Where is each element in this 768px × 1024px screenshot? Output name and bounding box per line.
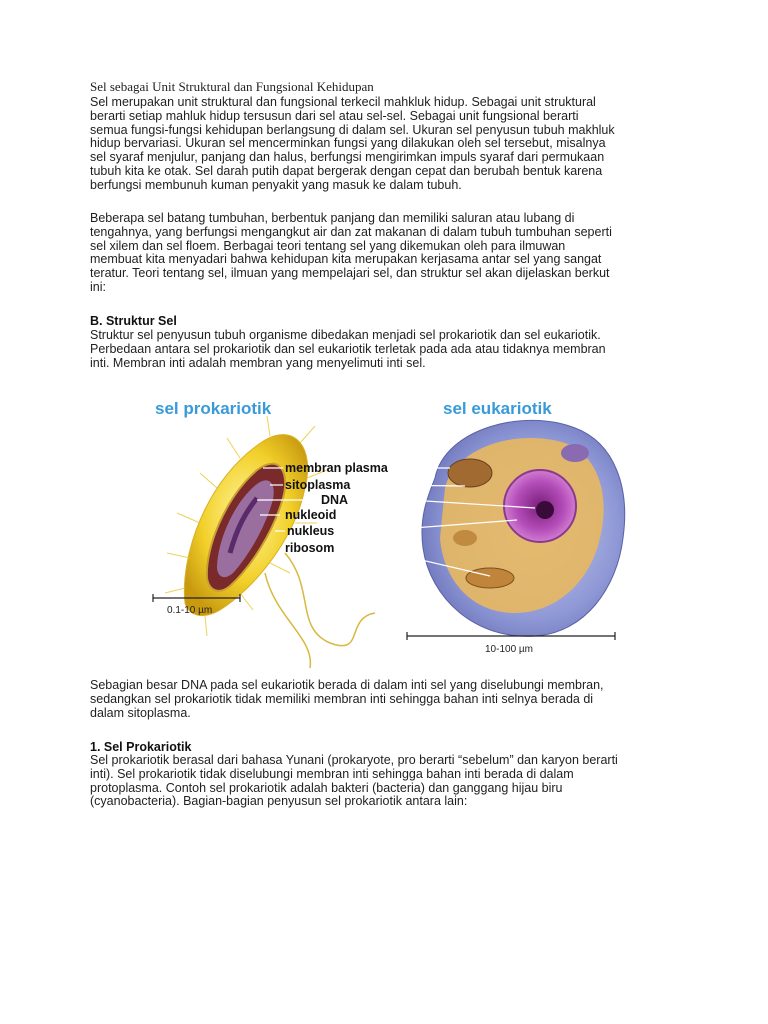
intro-paragraph <box>90 96 690 193</box>
text-line: hidup bervariasi. Ukuran sel mencerminkan fungsi yang dilakukan oleh sel tersebut, misalnya <box>90 136 606 151</box>
section-1-paragraph <box>90 754 690 809</box>
prokaryote-title: sel prokariotik <box>155 399 272 418</box>
label-sitoplasma: sitoplasma <box>285 478 351 492</box>
text-line: teratur. Teori tentang sel, ilmuan yang mempelajari sel, dan struktur sel akan dijelaskan berkut <box>90 266 610 281</box>
text-line: tengahnya, yang berfungsi mengangkut air dan zat makanan di dalam tubuh tumbuhan seperti <box>90 224 612 239</box>
section-b-heading: B. Struktur Sel <box>90 314 177 328</box>
document-title: Sel sebagai Unit Struktural dan Fungsional Kehidupan <box>90 79 374 94</box>
text-line: Sel prokariotik berasal dari bahasa Yunani (prokaryote, pro berarti “sebelum” dan karyon berarti <box>90 753 618 767</box>
text-line: semua fungsi-fungsi kehidupan berlangsung di dalam sel. Ukuran sel penyusun tubuh makhluk <box>90 122 615 137</box>
text-line: membuat kita menyadari bahwa kehidupan kita merupakan kerjasama antar sel yang sangat <box>90 252 602 267</box>
text-line: inti). Sel prokariotik tidak diselubungi membran inti sehingga bahan inti berada di dalam <box>90 766 574 781</box>
text-line: Struktur sel penyusun tubuh organisme dibedakan menjadi sel prokariotik dan sel eukariotik. <box>90 328 601 342</box>
text-line: sedangkan sel prokariotik tidak memiliki membran inti sehingga bahan inti selnya berada di <box>90 691 594 706</box>
label-membran-plasma: membran plasma <box>285 461 388 475</box>
label-nukleus: nukleus <box>287 524 335 538</box>
label-ribosom: ribosom <box>285 541 335 555</box>
text-line: dalam sitoplasma. <box>90 705 191 720</box>
prokaryote-illustration <box>165 416 375 668</box>
eukaryote-illustration <box>422 420 625 636</box>
paragraph-3 <box>90 679 690 720</box>
text-line: berarti setiap mahluk hidup tersusun dari sel atau sel-sel. Sebagai unit fungsional berarti <box>90 108 579 123</box>
eukaryote-title: sel eukariotik <box>443 399 552 418</box>
label-nukleoid: nukleoid <box>285 508 337 522</box>
text-line: sel syaraf menjulur, panjang dan halus, berfungsi mengirimkan impuls syaraf dari permukaan <box>90 150 605 165</box>
text-line: Perbedaan antara sel prokariotik dan sel eukariotik terletak pada ada atau tidaknya membran <box>90 341 606 356</box>
label-dna: DNA <box>321 493 349 507</box>
text-line: protoplasma. Contoh sel prokariotik adalah bakteri (bacteria) dan ganggang hijau biru <box>90 780 563 795</box>
text-line: ini: <box>90 279 106 294</box>
paragraph-2 <box>90 212 690 295</box>
text-line: Beberapa sel batang tumbuhan, berbentuk panjang dan memiliki saluran atau lubang di <box>90 211 575 225</box>
text-line: sel xilem dan sel floem. Berbagai teori tentang sel yang dikemukan oleh para ilmuwan <box>90 238 566 253</box>
cell-comparison-figure <box>145 388 635 673</box>
text-line: berfungsi membunuh kuman penyakit yang masuk ke dalam tubuh. <box>90 177 462 192</box>
text-line: inti. Membran inti adalah membran yang menyelimuti inti sel. <box>90 355 426 370</box>
section-1-heading: 1. Sel Prokariotik <box>90 740 192 754</box>
text-line: Sel merupakan unit struktural dan fungsional terkecil mahkluk hidup. Sebagai unit struktural <box>90 95 596 109</box>
text-line: tubuh kita ke otak. Sel darah putih dapat bergerak dengan cepat dan berubah bentuk karena <box>90 163 603 178</box>
cell-diagram <box>145 388 635 673</box>
text-line: (cyanobacteria). Bagian-bagian penyusun sel prokariotik antara lain: <box>90 794 468 809</box>
section-b-paragraph <box>90 329 690 370</box>
eukaryote-scale-label: 10-100 µm <box>485 644 534 655</box>
text-line: Sebagian besar DNA pada sel eukariotik berada di dalam inti sel yang diselubungi membran, <box>90 678 604 692</box>
prokaryote-scale-label: 0.1-10 µm <box>167 605 213 616</box>
